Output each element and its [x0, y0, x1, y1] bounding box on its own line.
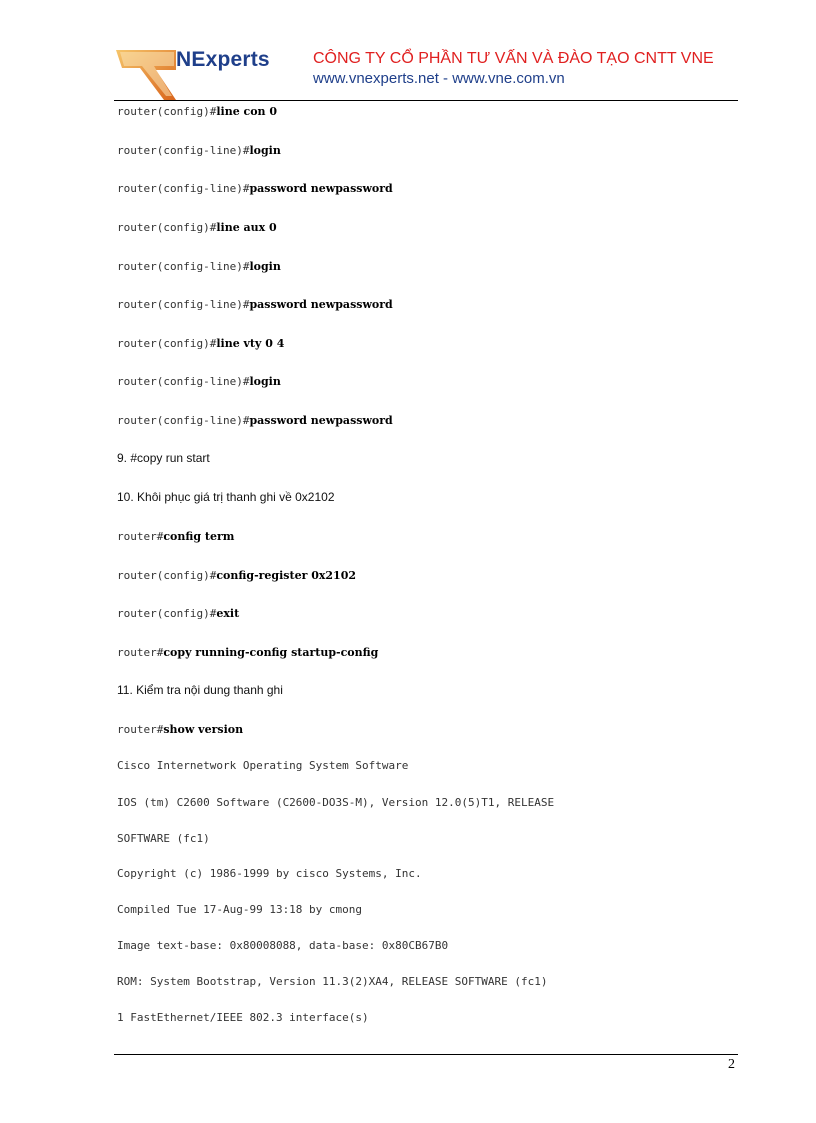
- cli-command: password newpassword: [249, 298, 393, 311]
- command-output: ROM: System Bootstrap, Version 11.3(2)XA4, RELEASE SOFTWARE (fc1): [117, 975, 548, 988]
- cli-command: login: [249, 375, 281, 388]
- cli-prompt: router(config-line)#: [117, 414, 250, 427]
- company-website: www.vnexperts.net - www.vne.com.vn: [313, 70, 565, 87]
- cli-command: line aux 0: [216, 221, 277, 234]
- cli-prompt: router(config)#: [117, 607, 217, 620]
- cli-command: config-register 0x2102: [216, 569, 357, 582]
- command-output: Image text-base: 0x80008088, data-base: 0x80CB67B0: [117, 939, 449, 952]
- company-logo: [116, 46, 296, 102]
- cli-command: exit: [216, 607, 240, 620]
- command-line: [117, 721, 243, 738]
- cli-prompt: router(config)#: [117, 105, 217, 118]
- header-divider: [114, 100, 738, 101]
- command-line: [117, 335, 284, 352]
- step-text: 11. Kiểm tra nội dung thanh ghi: [117, 683, 283, 697]
- logo-graphic: [116, 46, 178, 102]
- command-line: [117, 296, 393, 313]
- cli-prompt: router#: [117, 646, 164, 659]
- command-line: [117, 412, 393, 429]
- step-text: 9. #copy run start: [117, 451, 210, 465]
- page-number: 2: [728, 1057, 735, 1072]
- cli-command: password newpassword: [249, 414, 393, 427]
- command-line: [117, 180, 393, 197]
- cli-prompt: router(config)#: [117, 337, 217, 350]
- cli-prompt: router(config-line)#: [117, 375, 250, 388]
- cli-prompt: router(config)#: [117, 221, 217, 234]
- command-output: Cisco Internetwork Operating System Software: [117, 759, 409, 772]
- command-line: [117, 219, 277, 236]
- cli-prompt: router(config-line)#: [117, 298, 250, 311]
- cli-command: show version: [163, 723, 244, 736]
- cli-prompt: router#: [117, 723, 164, 736]
- cli-prompt: router(config-line)#: [117, 144, 250, 157]
- footer-divider: [114, 1054, 738, 1055]
- cli-prompt: router(config-line)#: [117, 182, 250, 195]
- cli-prompt: router(config)#: [117, 569, 217, 582]
- command-output: Copyright (c) 1986-1999 by cisco Systems, Inc.: [117, 867, 422, 880]
- command-line: [117, 567, 356, 584]
- logo-brand-text: NExperts: [176, 48, 270, 71]
- command-line: [117, 258, 281, 275]
- command-output: Compiled Tue 17-Aug-99 13:18 by cmong: [117, 903, 363, 916]
- company-name: CÔNG TY CỔ PHẦN TƯ VẤN VÀ ĐÀO TẠO CNTT VNE: [313, 50, 714, 67]
- cli-command: line vty 0 4: [216, 337, 285, 350]
- command-line: [117, 142, 281, 159]
- command-line: [117, 644, 378, 661]
- cli-command: line con 0: [216, 105, 278, 118]
- cli-command: login: [249, 144, 281, 157]
- step-text: 10. Khôi phục giá trị thanh ghi về 0x2102: [117, 490, 335, 504]
- command-output: 1 FastEthernet/IEEE 802.3 interface(s): [117, 1011, 369, 1024]
- cli-prompt: router#: [117, 530, 164, 543]
- cli-command: config term: [163, 530, 235, 543]
- cli-command: copy running-config startup-config: [163, 646, 379, 659]
- cli-command: login: [249, 260, 281, 273]
- cli-prompt: router(config-line)#: [117, 260, 250, 273]
- command-output: IOS (tm) C2600 Software (C2600-DO3S-M), Version 12.0(5)T1, RELEASE: [117, 796, 555, 809]
- command-line: [117, 103, 277, 120]
- command-line: [117, 528, 234, 545]
- command-output: SOFTWARE (fc1): [117, 832, 210, 845]
- command-line: [117, 605, 239, 622]
- command-line: [117, 373, 281, 390]
- cli-command: password newpassword: [249, 182, 393, 195]
